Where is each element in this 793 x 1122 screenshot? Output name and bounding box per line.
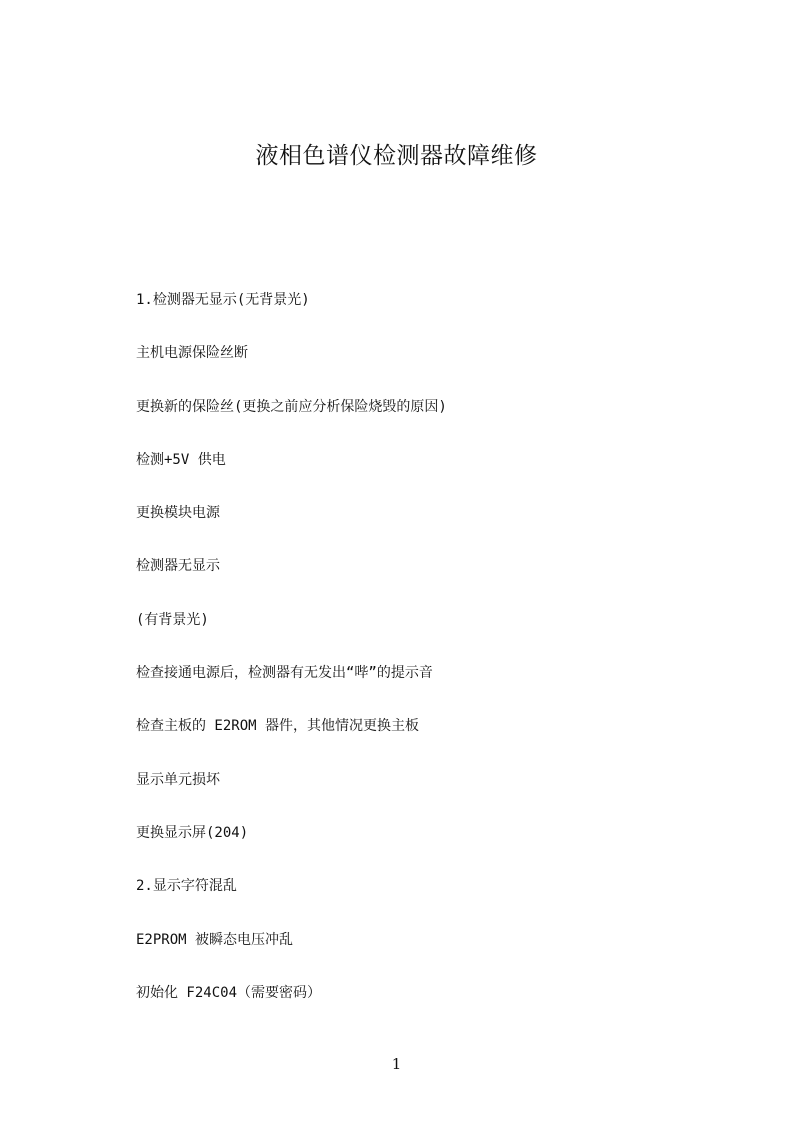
content-line: 更换新的保险丝(更换之前应分析保险烧毁的原因) [136,398,447,415]
content-line: 检测+5V 供电 [136,451,226,468]
content-line: 检查主板的 E2ROM 器件，其他情况更换主板 [136,718,419,735]
content-line: 检查接通电源后，检测器有无发出“哔”的提示音 [136,665,433,682]
content-line: 显示单元损坏 [136,771,220,788]
content-line: 初始化 F24C04（需要密码） [136,984,322,1001]
content-line: 检测器无显示 [136,558,220,575]
content-line: (有背景光) [136,611,209,628]
content-line: E2PROM 被瞬态电压冲乱 [136,931,294,948]
content-line: 主机电源保险丝断 [136,345,248,362]
content-lines [136,288,736,1034]
page-title: 液相色谱仪检测器故障维修 [255,143,538,169]
content-line: 更换模块电源 [136,505,220,522]
content-line: 2.显示字符混乱 [136,878,237,895]
content-line: 更换显示屏(204) [136,824,249,841]
page-number: 1 [391,1055,402,1073]
content-line: 1.检测器无显示(无背景光) [136,292,310,308]
